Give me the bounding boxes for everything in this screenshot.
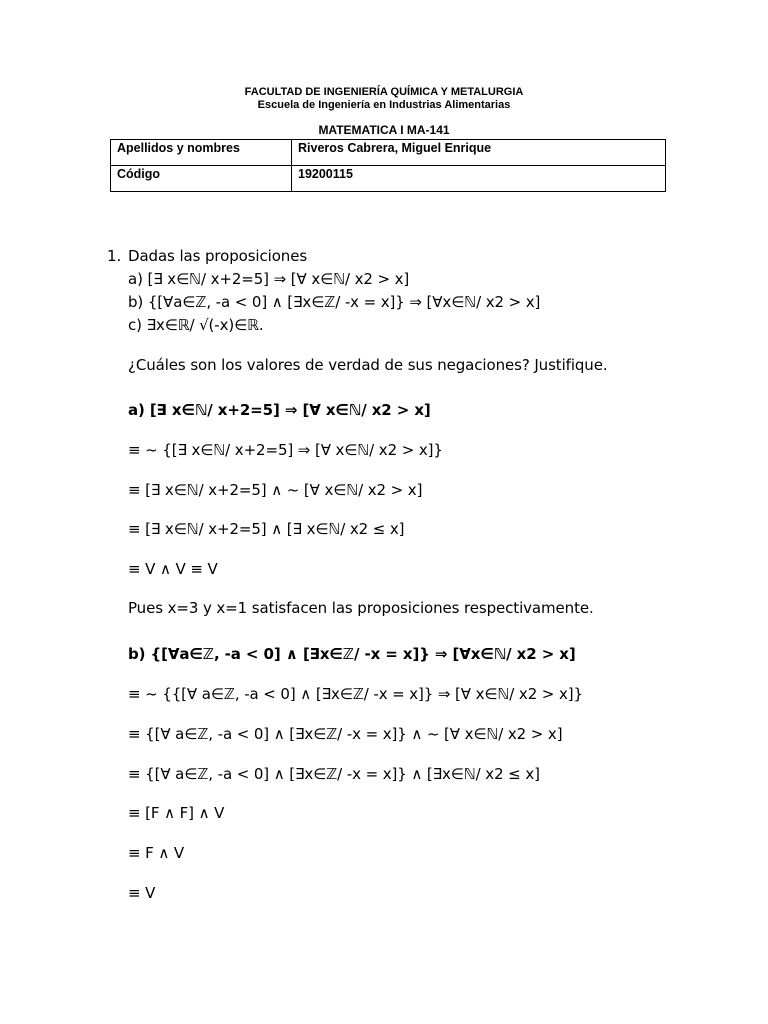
proposition-c: c) ∃x∈ℝ/ √(-x)∈ℝ.: [128, 316, 264, 334]
solution-a-conclusion: Pues x=3 y x=1 satisfacen las proposiciones respectivamente.: [128, 599, 594, 617]
school-title: Escuela de Ingeniería en Industrias Alimentarias: [257, 99, 511, 111]
solution-b-heading: b) {[∀a∈ℤ, -a < 0] ∧ [∃x∈ℤ/ -x = x]} ⇒ [∀x∈ℕ/ x2 > x]: [128, 645, 576, 663]
code-label: Código: [111, 166, 292, 192]
name-label: Apellidos y nombres: [111, 140, 292, 166]
problem-intro: Dadas las proposiciones: [128, 247, 308, 265]
solution-a-heading: a) [∃ x∈ℕ/ x+2=5] ⇒ [∀ x∈ℕ/ x2 > x]: [128, 401, 431, 419]
solution-a-step: ≡ [∃ x∈ℕ/ x+2=5] ∧ ~ [∀ x∈ℕ/ x2 > x]: [128, 481, 423, 499]
solution-b-step: ≡ [F ∧ F] ∧ V: [128, 804, 225, 822]
proposition-a: a) [∃ x∈ℕ/ x+2=5] ⇒ [∀ x∈ℕ/ x2 > x]: [128, 270, 410, 288]
solution-b-step: ≡ {[∀ a∈ℤ, -a < 0] ∧ [∃x∈ℤ/ -x = x]} ∧ ~ [∀ x∈ℕ/ x2 > x]: [128, 725, 563, 743]
problem-number: 1.: [107, 247, 122, 265]
table-row: [111, 166, 666, 192]
proposition-b: b) {[∀a∈ℤ, -a < 0] ∧ [∃x∈ℤ/ -x = x]} ⇒ [∀x∈ℕ/ x2 > x]: [128, 293, 541, 311]
course-title: MATEMATICA I MA-141: [318, 123, 450, 137]
solution-b-step: ≡ V: [128, 884, 156, 902]
faculty-title: FACULTAD DE INGENIERÍA QUÍMICA Y METALURGIA: [244, 86, 524, 98]
name-value: Riveros Cabrera, Miguel Enrique: [292, 140, 666, 166]
solution-b-step: ≡ {[∀ a∈ℤ, -a < 0] ∧ [∃x∈ℤ/ -x = x]} ∧ [∃x∈ℕ/ x2 ≤ x]: [128, 765, 540, 783]
code-value: 19200115: [292, 166, 666, 192]
solution-a-step: ≡ V ∧ V ≡ V: [128, 560, 218, 578]
solution-b-step: ≡ ~ {{[∀ a∈ℤ, -a < 0] ∧ [∃x∈ℤ/ -x = x]} ⇒ [∀ x∈ℕ/ x2 > x]}: [128, 685, 583, 703]
solution-a-step: ≡ ~ {[∃ x∈ℕ/ x+2=5] ⇒ [∀ x∈ℕ/ x2 > x]}: [128, 441, 443, 459]
problem-question: ¿Cuáles son los valores de verdad de sus negaciones? Justifique.: [128, 356, 608, 374]
table-row: [111, 140, 666, 166]
solution-a-step: ≡ [∃ x∈ℕ/ x+2=5] ∧ [∃ x∈ℕ/ x2 ≤ x]: [128, 520, 405, 538]
solution-b-step: ≡ F ∧ V: [128, 844, 185, 862]
student-info-table: [110, 139, 666, 192]
